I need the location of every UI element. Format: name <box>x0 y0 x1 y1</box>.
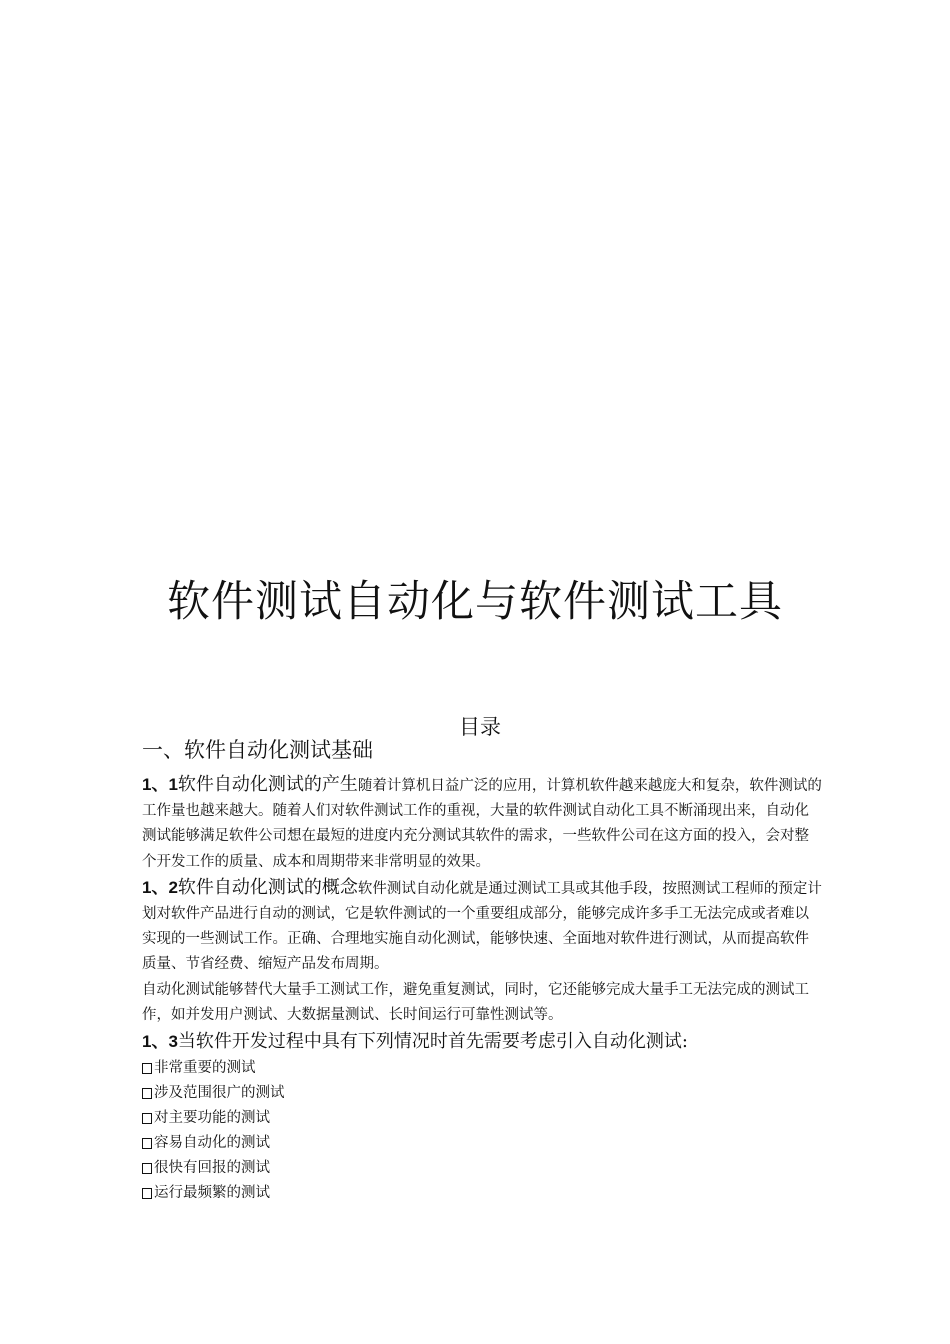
list-item <box>142 1081 822 1106</box>
criteria-list <box>142 1056 822 1206</box>
subsection-1-2 <box>142 875 822 978</box>
subsection-title: 软件自动化测试的产生 <box>177 774 358 795</box>
subsection-1-1 <box>142 772 822 875</box>
subsection-title: 软件自动化测试的概念 <box>177 876 358 898</box>
subsection-1-3 <box>142 1028 822 1056</box>
list-item-label: 很快有回报的测试 <box>154 1160 270 1177</box>
subsection-number: 1、2 <box>142 877 178 897</box>
checkbox-icon <box>142 1188 152 1199</box>
list-item <box>142 1056 822 1081</box>
list-item-label: 运行最频繁的测试 <box>154 1185 270 1202</box>
checkbox-icon <box>142 1088 152 1099</box>
toc-label: 目录 <box>459 715 501 739</box>
section-heading: 一、软件自动化测试基础 <box>142 738 373 762</box>
document-title: 软件测试自动化与软件测试工具 <box>167 577 783 627</box>
checkbox-icon <box>142 1113 152 1124</box>
list-item <box>142 1181 822 1206</box>
checkbox-icon <box>142 1138 152 1149</box>
subsection-number: 1、3 <box>142 1032 178 1052</box>
subsection-body: 随着计算机日益广泛的应用，计算机软件越来越庞大和复杂，软件测试的工作量也越来越大。随着人们对软件测试工作的重视，大量的软件测试自动化工具不断涌现出来，自动化测试能够满足软件公司想在最短的进度内充分测试其软件的需求，一些软件公司在这方面的投入，会对整个开发工作的质量、成本和周期带来非常明显的效果。 <box>142 778 822 870</box>
subsection-body: 软件测试自动化就是通过测试工具或其他手段，按照测试工程师的预定计划对软件产品进行自动的测试，它是软件测试的一个重要组成部分，能够完成许多手工无法完成或者难以实现的一些测试工作。正确、合理地实施自动化测试，能够快速、全面地对软件进行测试，从而提高软件质量、节省经费、缩短产品发布周期。 <box>142 880 822 973</box>
list-item-label: 涉及范围很广的测试 <box>154 1085 285 1102</box>
list-item <box>142 1106 822 1131</box>
checkbox-icon <box>142 1063 152 1074</box>
list-item-label: 对主要功能的测试 <box>154 1110 270 1127</box>
list-item-label: 容易自动化的测试 <box>154 1135 270 1152</box>
list-item <box>142 1131 822 1156</box>
subsection-title: 当软件开发过程中具有下列情况时首先需要考虑引入自动化测试: <box>177 1031 688 1053</box>
list-item <box>142 1156 822 1181</box>
subsection-number: 1、1 <box>142 775 178 794</box>
checkbox-icon <box>142 1163 152 1174</box>
document-body <box>142 735 822 1206</box>
subsection-1-2-paragraph-2: 自动化测试能够替代大量手工测试工作，避免重复测试，同时，它还能够完成大量手工无法完成的测试工作，如并发用户测试、大数据量测试、长时间运行可靠性测试等。 <box>142 981 809 1023</box>
list-item-label: 非常重要的测试 <box>154 1060 256 1077</box>
